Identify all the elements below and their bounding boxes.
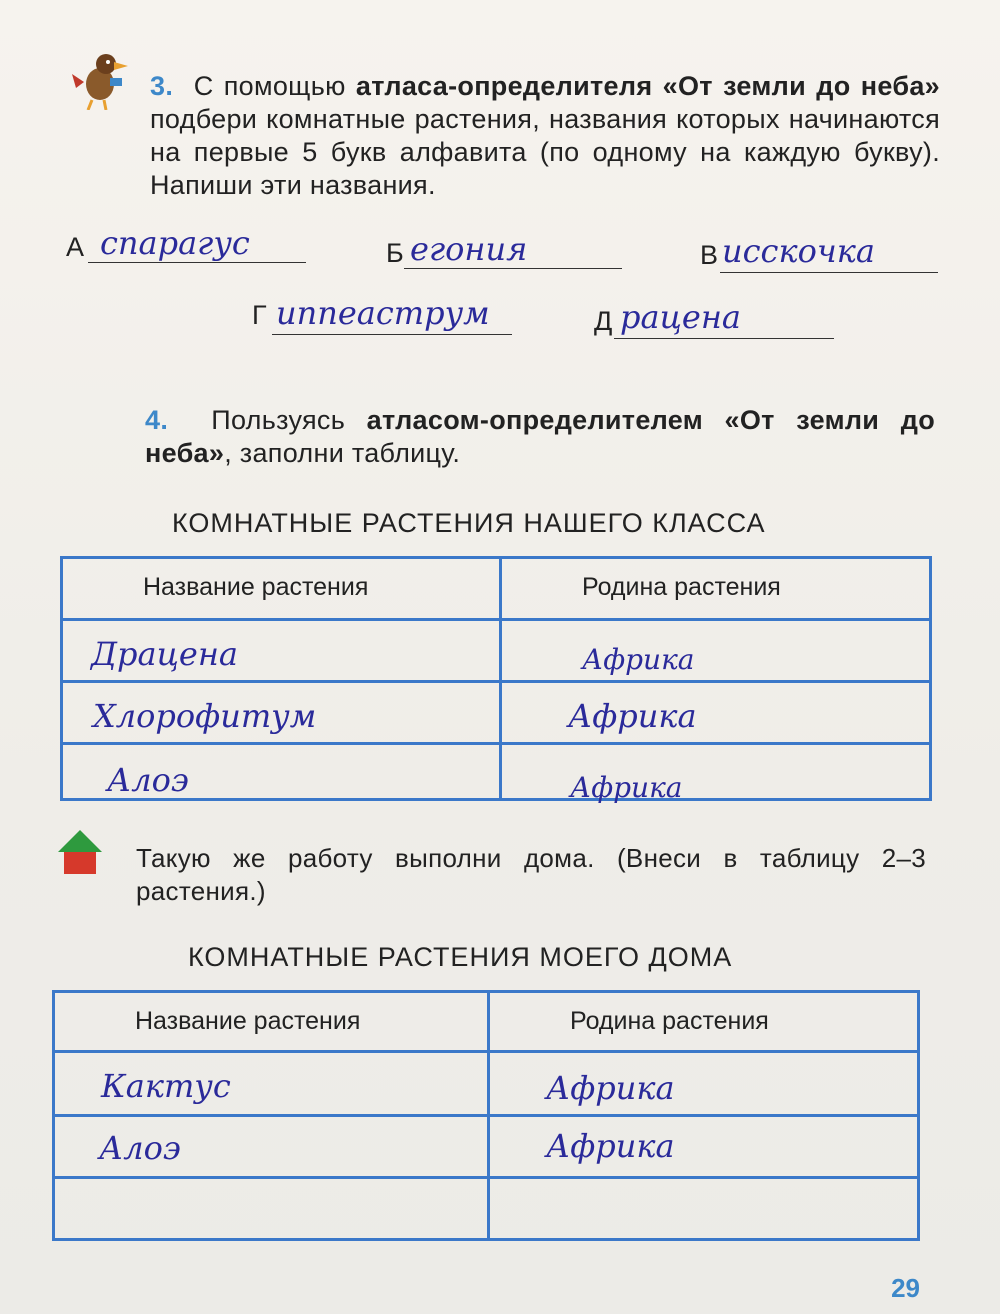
plant-name: Кактус (101, 1067, 231, 1105)
plant-home: Африка (582, 643, 695, 676)
plant-home: Африка (546, 1069, 675, 1107)
table-cell (501, 682, 931, 744)
table-row (54, 1052, 919, 1116)
table-class-plants (60, 556, 932, 804)
plant-name: Алоэ (99, 1129, 181, 1167)
table-1-caption: КОМНАТНЫЕ РАСТЕНИЯ НАШЕГО КЛАССА (172, 508, 766, 538)
table-row (62, 744, 931, 800)
table-2-header-home (489, 992, 919, 1052)
task-4-text-part1: Пользуясь (211, 405, 346, 435)
task-3-atlas-title: атласа-определителя «От земли до неба» (355, 71, 940, 101)
plant-home: Африка (568, 697, 697, 735)
table-1-col-name-label: Название растения (143, 573, 369, 601)
answer-b-line (404, 268, 622, 269)
answer-b-letter: Б (386, 238, 404, 268)
plant-name: Драцена (91, 635, 238, 673)
answer-a-line (88, 262, 306, 263)
table-1-header-name (62, 558, 501, 620)
table-cell (54, 1178, 489, 1240)
task-3-text (150, 70, 940, 202)
house-icon (56, 828, 104, 876)
table-2-col-home-label: Родина растения (570, 1007, 769, 1035)
table-2-header-name (54, 992, 489, 1052)
answer-b-value: егония (410, 230, 528, 268)
page-number: 29 (891, 1273, 920, 1303)
answer-v-value: исскочка (722, 232, 875, 270)
table-cell (501, 620, 931, 682)
answer-a-letter: А (66, 232, 85, 262)
table-1-col-home-label: Родина растения (582, 573, 781, 601)
bird-mascot-icon (70, 44, 130, 110)
table-row (54, 1178, 919, 1240)
task-3-number: 3. (150, 71, 174, 101)
task-4-atlas-title: атласом-определителем «От земли до неба» (145, 405, 935, 468)
table-row (62, 620, 931, 682)
answer-a-value: спарагус (100, 224, 250, 262)
table-cell (62, 620, 501, 682)
task-3-text-part2: подбери комнатные растения, названия которых начинаются на первые 5 букв алфавита (по одному на каждую букву). Напиши эти названия. (150, 104, 940, 200)
homework-instruction: Такую же работу выполни дома. (Внеси в таблицу 2–3 растения.) (136, 843, 926, 906)
table-row (54, 1116, 919, 1178)
task-3-text-part1: С помощью (193, 71, 346, 101)
answer-g-letter: Г (252, 300, 267, 330)
table-cell (489, 1052, 919, 1116)
table-cell (501, 744, 931, 804)
answer-g-value: иппеаструм (276, 294, 490, 332)
task-4-number: 4. (145, 405, 169, 435)
table-cell (62, 682, 501, 744)
answer-d-line (614, 338, 834, 339)
answer-v-line (720, 272, 938, 273)
table-home-plants (52, 990, 920, 1241)
table-2-caption: КОМНАТНЫЕ РАСТЕНИЯ МОЕГО ДОМА (188, 942, 733, 972)
plant-name: Хлорофитум (93, 697, 317, 735)
table-cell (489, 1178, 919, 1240)
table-cell (54, 1052, 489, 1116)
plant-home: Африка (546, 1127, 675, 1165)
plant-home: Африка (570, 771, 683, 804)
table-2-col-name-label: Название растения (135, 1007, 361, 1035)
answer-d-value: рацена (620, 298, 741, 336)
task-4-text-part2: , заполни таблицу. (224, 438, 461, 468)
table-cell (62, 744, 501, 800)
table-cell (54, 1116, 489, 1178)
answer-d-letter: Д (594, 306, 613, 336)
table-cell (489, 1116, 919, 1178)
table-1-header-home (501, 558, 931, 620)
table-row (62, 682, 931, 744)
plant-name: Алоэ (107, 761, 189, 799)
answer-g-line (272, 334, 512, 335)
answer-v-letter: В (700, 240, 719, 270)
task-4-text (145, 404, 935, 470)
